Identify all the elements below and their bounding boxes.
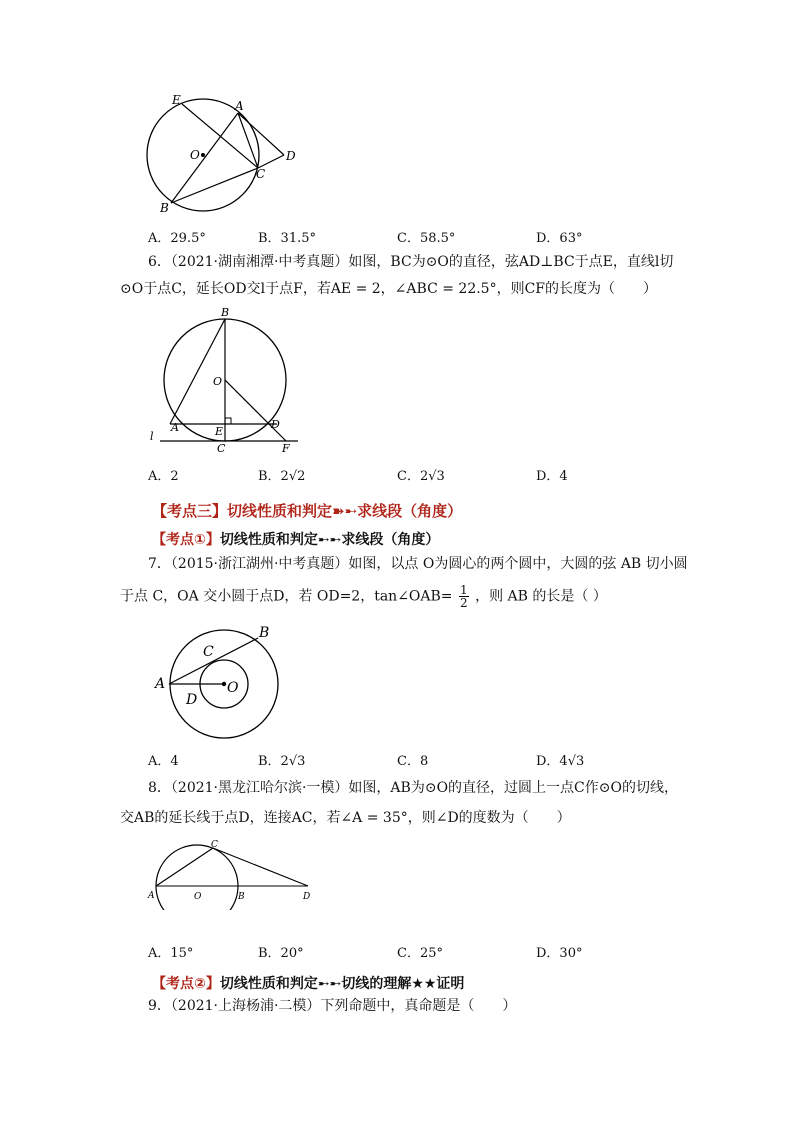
q5-option-b: B．31.5° — [258, 231, 316, 246]
q7-option-b: B．2√3 — [258, 754, 306, 769]
figure-q7 — [148, 618, 288, 743]
q6-option-b: B．2√2 — [258, 469, 306, 484]
subsection-title: 切线性质和判定➸➸切线的理解★★证明 — [219, 976, 465, 992]
q6-option-d: D．4 — [536, 469, 568, 484]
q7-option-c: C．8 — [397, 754, 429, 769]
label-E: E — [215, 425, 224, 438]
q7-option-d: D．4√3 — [536, 754, 585, 769]
fraction-numerator: 1 — [460, 583, 468, 597]
label-A: A — [171, 421, 179, 434]
section-heading-3: 【考点三】切线性质和判定➽➸求线段（角度） — [152, 502, 463, 520]
label-B: B — [259, 625, 270, 641]
q7-line2-end: ，则 AB 的长是（ ） — [475, 588, 607, 605]
q7-text-line2 — [120, 584, 607, 609]
label-D: D — [303, 892, 311, 902]
fraction-denominator: 2 — [460, 596, 468, 610]
q8-option-c: C．25° — [397, 946, 443, 961]
figure-q8 — [140, 835, 320, 910]
subsection-prefix: 【考点②】 — [152, 976, 220, 992]
subsection-heading-1 — [152, 529, 439, 549]
label-B: B — [160, 201, 169, 215]
label-B: B — [221, 306, 230, 319]
q8-option-a: A．15° — [148, 946, 194, 961]
label-O: O — [227, 680, 239, 696]
q8-option-d: D．30° — [536, 946, 583, 961]
label-C: C — [203, 644, 214, 660]
label-O: O — [213, 375, 223, 388]
q7-option-a: A．4 — [148, 754, 179, 769]
figure-q5 — [130, 88, 310, 218]
label-l: l — [150, 430, 154, 443]
q5-option-d: D．63° — [536, 231, 583, 246]
q5-option-c: C．58.5° — [397, 231, 456, 246]
subsection-heading-2 — [152, 973, 464, 993]
q7-line2-start: 于点 C，OA 交小圆于点D，若 OD=2，tan∠OAB= — [120, 588, 453, 605]
label-C: C — [217, 442, 226, 455]
label-A: A — [155, 676, 166, 692]
subsection-title: 切线性质和判定➸➸求线段（角度） — [219, 532, 440, 548]
q7-text-line1: 7．（2015·浙江湖州·中考真题）如图，以点 O为圆心的两个圆中，大圆的弦 AB 切小圆 — [148, 556, 688, 572]
q8-text-line1: 8．（2021·黑龙江哈尔滨·一模）如图，AB为⊙O的直径，过圆上一点C作⊙O的切线， — [148, 780, 678, 796]
label-F: F — [282, 442, 290, 455]
label-D: D — [286, 149, 296, 163]
q8-option-b: B．20° — [258, 946, 304, 961]
subsection-prefix: 【考点①】 — [152, 532, 220, 548]
q9-text-line1: 9．（2021·上海杨浦·二模）下列命题中，真命题是（ ） — [148, 998, 517, 1014]
label-A: A — [235, 99, 244, 113]
label-E: E — [172, 93, 181, 107]
figure-q6 — [140, 305, 310, 460]
label-D: D — [271, 418, 280, 431]
q7-fraction — [459, 584, 469, 609]
q5-option-a: A．29.5° — [148, 231, 206, 246]
q8-text-line2: 交AB的延长线于点D，连接AC，若∠A = 35°，则∠D的度数为（ ） — [120, 810, 571, 826]
label-C: C — [211, 840, 218, 850]
q6-text-line2: ⊙O于点C，延长OD交l于点F，若AE = 2，∠ABC = 22.5°，则CF的长度为（ ） — [120, 281, 658, 297]
label-A: A — [148, 891, 155, 901]
label-O: O — [194, 892, 202, 902]
label-D: D — [186, 692, 198, 708]
label-C: C — [256, 167, 266, 181]
label-B: B — [238, 892, 245, 902]
q6-option-c: C．2√3 — [397, 469, 445, 484]
q6-option-a: A．2 — [148, 469, 179, 484]
label-O: O — [190, 148, 200, 162]
q6-text-line1: 6．（2021·湖南湘潭·中考真题）如图，BC为⊙O的直径，弦AD⊥BC于点E，直线l切 — [148, 254, 674, 270]
